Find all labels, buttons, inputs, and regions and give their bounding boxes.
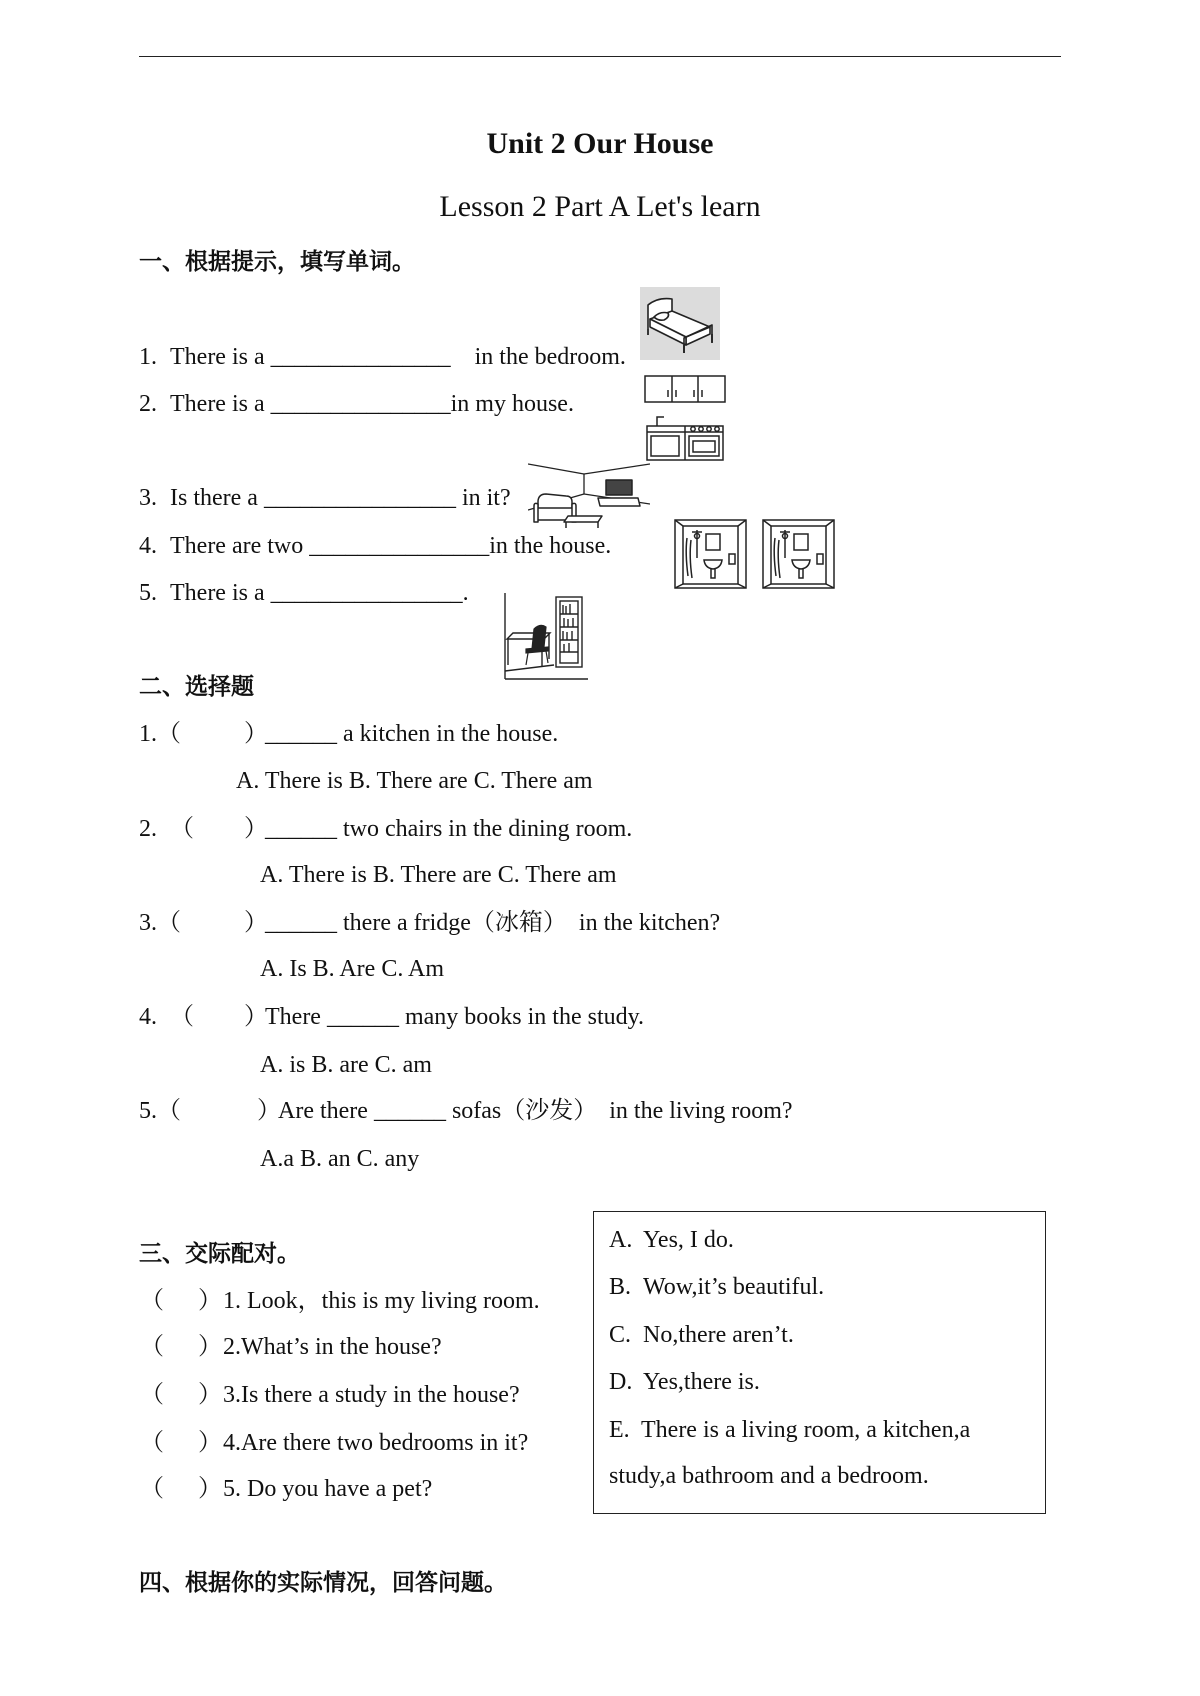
fill-question-1 [139,342,1039,372]
question-number: 1. [139,344,157,370]
bed-picture [640,287,720,360]
answer-paren-close: ） [244,910,268,936]
choice-options: A.a B. an C. any [260,1146,420,1172]
answer-paren-close: ） [198,1334,222,1360]
choice-options: A. is B. are C. am [260,1052,432,1078]
answer-paren-close: ） [244,816,268,842]
answer-paren-open: （ [170,816,194,842]
match-question-5 [139,1474,579,1504]
match-question-text: 3.Is there a study in the house? [223,1382,520,1408]
question-number: 4. [139,533,157,559]
fill-in-sentence: There is a ________________. [170,580,469,606]
answer-paren-open: （ [140,1430,164,1456]
match-question-4 [139,1428,579,1458]
answer-text: Yes,there is. [643,1369,760,1395]
match-question-text: 2.What’s in the house? [223,1334,442,1360]
living-room-picture [528,458,650,539]
choice-question-4 [139,1002,1039,1032]
answer-text: Yes, I do. [643,1227,734,1253]
choice-question-1 [139,719,1039,749]
choice-question-2 [139,814,1039,844]
answer-paren-open: （ [157,721,181,747]
answer-paren-close: ） [244,721,268,747]
question-number: 2. [139,816,157,842]
match-question-3 [139,1380,579,1410]
question-stem: There ______ many books in the study. [265,1004,645,1030]
question-number: 4. [139,1004,157,1030]
section-2-heading: 二、选择题 [139,674,254,699]
study-picture [504,593,588,680]
answer-letter: A. [609,1227,633,1253]
fill-in-sentence: There are two _______________in the house. [170,533,612,559]
header-rule [139,56,1061,57]
choice-options: A. There is B. There are C. There am [236,768,593,794]
answer-paren-open: （ [157,910,181,936]
match-question-text: 1. Look，this is my living room. [223,1288,540,1314]
answer-text: Wow,it’s beautiful. [643,1274,825,1300]
choice-options: A. Is B. Are C. Am [260,956,445,982]
choice-options: A. There is B. There are C. There am [260,862,617,888]
bathroom-picture [673,518,748,590]
section-1-heading: 一、根据提示，填写单词。 [139,249,415,274]
match-question-text: 5. Do you have a pet? [223,1476,433,1502]
lesson-subtitle: Lesson 2 Part A Let's learn [439,190,761,223]
answer-paren-open: （ [170,1004,194,1030]
answer-letter: B. [609,1274,632,1300]
answer-paren-open: （ [140,1382,164,1408]
match-question-2 [139,1332,579,1362]
fill-question-2 [139,389,1039,419]
answer-paren-open: （ [157,1098,181,1124]
bathroom-picture [761,518,836,590]
answer-text-continued: study,a bathroom and a bedroom. [609,1463,929,1489]
answer-paren-close: ） [198,1382,222,1408]
fill-in-sentence: Is there a ________________ in it? [170,485,511,511]
choice-question-3 [139,908,1039,938]
answer-paren-close: ） [257,1098,281,1124]
answer-letter: D. [609,1369,633,1395]
answer-paren-close: ） [198,1288,222,1314]
answer-text: No,there aren’t. [643,1322,794,1348]
question-number: 5. [139,580,157,606]
answer-paren-open: （ [140,1288,164,1314]
question-stem: ______ there a fridge（冰箱） in the kitchen? [265,910,721,936]
match-question-text: 4.Are there two bedrooms in it? [223,1430,529,1456]
question-number: 5. [139,1098,157,1124]
answer-box [593,1211,1046,1514]
choice-question-5 [139,1096,1039,1126]
answer-letter: C. [609,1322,632,1348]
answer-paren-open: （ [140,1476,164,1502]
worksheet-title: Unit 2 Our House [486,127,714,160]
question-number: 2. [139,391,157,417]
question-number: 3. [139,910,157,936]
answer-letter: E. [609,1417,630,1443]
match-question-1 [139,1286,579,1316]
question-stem: ______ a kitchen in the house. [265,721,559,747]
question-stem: ______ two chairs in the dining room. [265,816,633,842]
kitchen-picture [637,370,734,464]
fill-in-sentence: There is a _______________in my house. [170,391,574,417]
question-number: 1. [139,721,157,747]
section-3-heading: 三、交际配对。 [139,1241,300,1266]
answer-paren-close: ） [198,1476,222,1502]
answer-text: There is a living room, a kitchen,a [641,1417,971,1443]
answer-paren-close: ） [198,1430,222,1456]
fill-question-5 [139,578,1039,608]
question-number: 3. [139,485,157,511]
fill-in-sentence: There is a _______________ in the bedroom. [170,344,626,370]
section-4-heading: 四、根据你的实际情况，回答问题。 [139,1570,507,1595]
question-stem: Are there ______ sofas（沙发） in the living room? [278,1098,793,1124]
answer-paren-open: （ [140,1334,164,1360]
answer-paren-close: ） [244,1004,268,1030]
